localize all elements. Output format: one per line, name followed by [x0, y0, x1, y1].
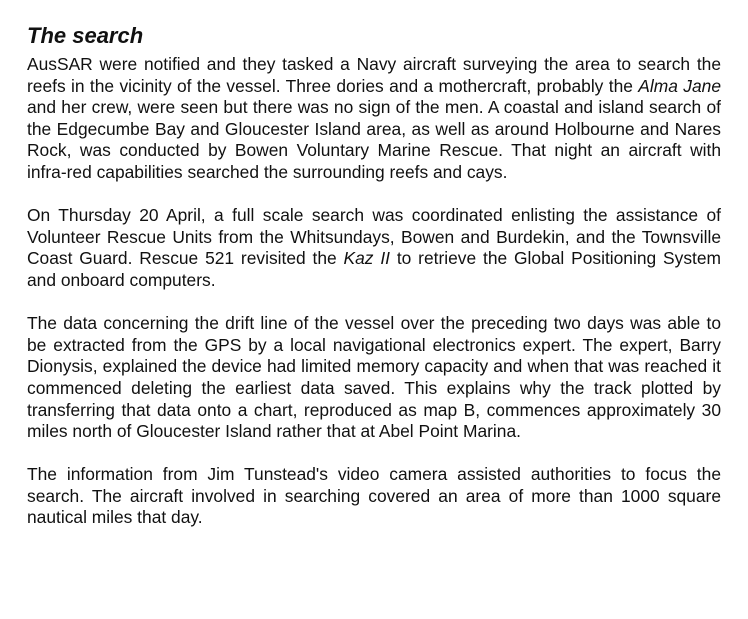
- document-page: [27, 22, 721, 551]
- vessel-name-alma-jane: Alma Jane: [638, 75, 721, 96]
- paragraph-1: [27, 54, 721, 184]
- paragraph-3: The data concerning the drift line of the vessel over the preceding two days was able to be extracted from the GPS by a local navigational electronics expert. The expert, Barry Dionysis, explained the device had limited memory capacity and when that was reached it commenced deleting the earliest data saved. This explains why the track plotted by transferring that data onto a chart, reproduced as map B, commences approximately 30 miles north of Gloucester Island rather that at Abel Point Marina.: [27, 313, 721, 442]
- paragraph-2: [27, 205, 721, 291]
- vessel-name-kaz-ii: Kaz II: [343, 248, 390, 269]
- paragraph-4: The information from Jim Tunstead's video camera assisted authorities to focus the search. The aircraft involved in searching covered an area of more than 1000 square nautical miles that day.: [27, 464, 721, 528]
- paragraph-2-text-a: On Thursday 20 April, a full scale search was coordinated enlisting the assistance of Volunteer Rescue Units from the Whitsundays, Bowen and Burdekin, and the Townsville Coast Guard. Rescue 521 revisited the: [27, 205, 721, 269]
- paragraph-2-text-b: to retrieve the Global Positioning System and onboard computers.: [27, 248, 722, 290]
- section-heading: The search: [27, 23, 144, 48]
- paragraph-1-text-b: and her crew, were seen but there was no sign of the men. A coastal and island search of the Edgecumbe Bay and Gloucester Island area, as well as around Holbourne and Nares Rock, was conducted by Bowen Voluntary Marine Rescue. That night an aircraft with infra-red capabilities searched the surrounding reefs and cays.: [27, 97, 721, 182]
- paragraph-1-text-a: AusSAR were notified and they tasked a Navy aircraft surveying the area to search the reefs in the vicinity of the vessel. Three dories and a mothercraft, probably the: [27, 54, 721, 96]
